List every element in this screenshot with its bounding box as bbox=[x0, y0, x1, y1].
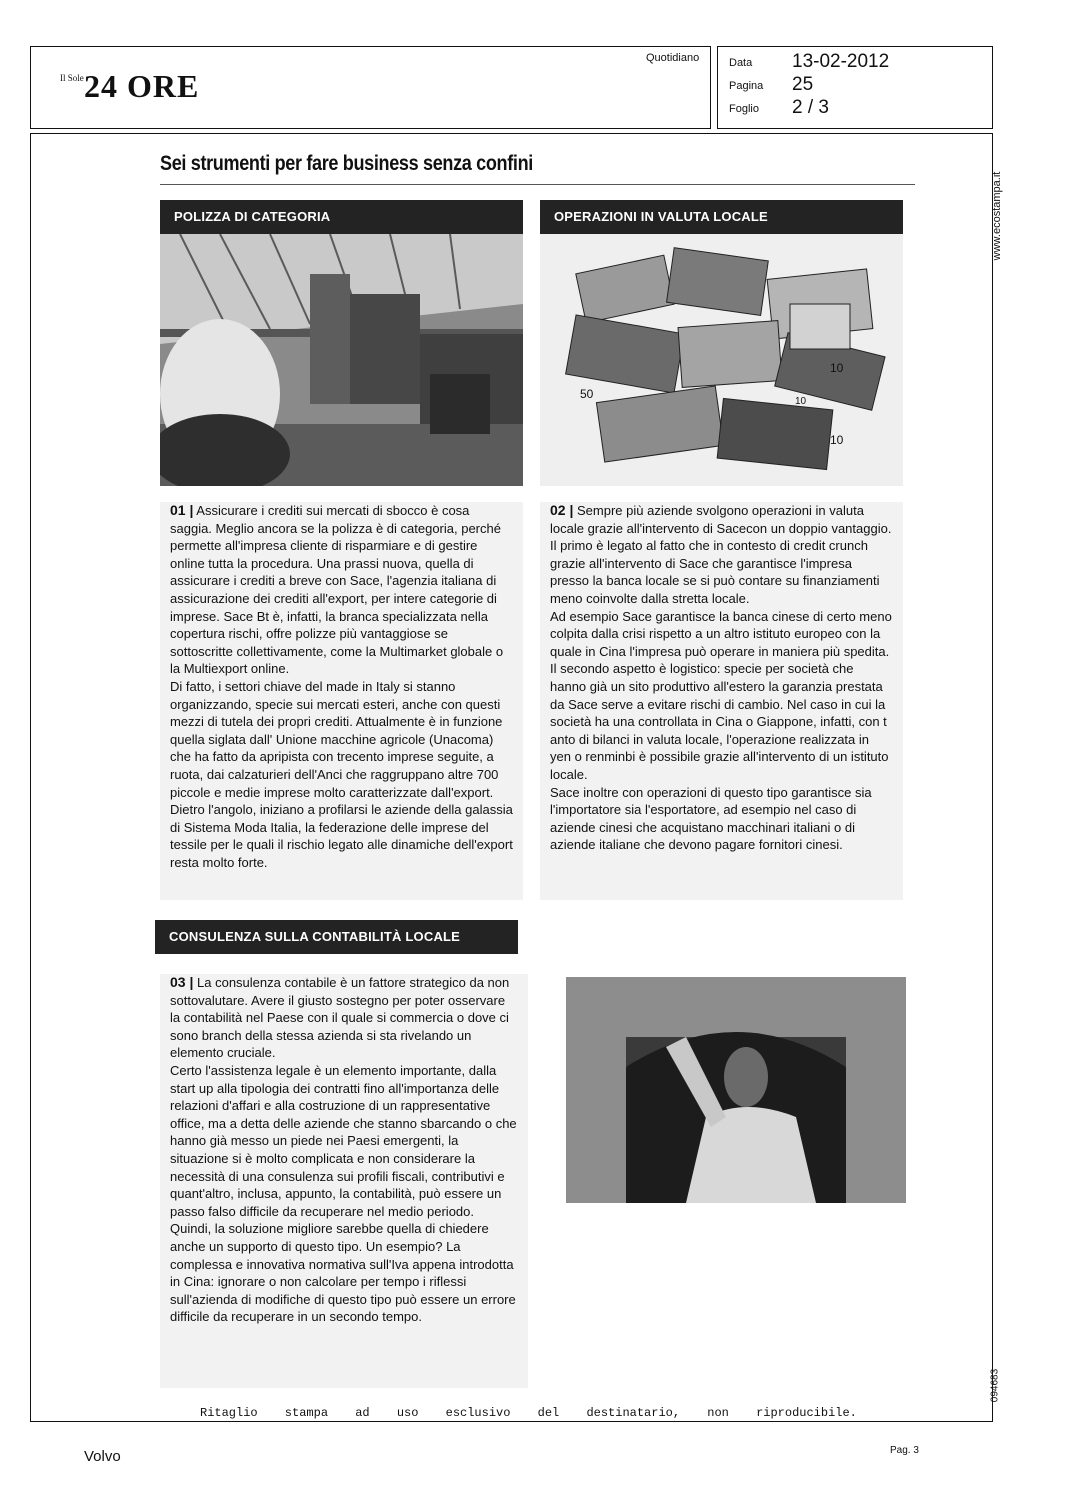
logo-small-text: Il Sole bbox=[60, 73, 84, 83]
clipping-disclaimer: Ritaglio stampa ad uso esclusivo del destinatario, non riproducibile. bbox=[200, 1406, 857, 1420]
footer-divider bbox=[30, 1421, 993, 1422]
meta-label-page: Pagina bbox=[729, 80, 764, 92]
section-text-polizza bbox=[160, 502, 523, 900]
banknote-label-10b: 10 bbox=[795, 396, 807, 407]
section-bar-polizza: POLIZZA DI CATEGORIA bbox=[160, 200, 523, 234]
factory-photo bbox=[160, 234, 523, 486]
meta-label-sheet: Foglio bbox=[729, 103, 759, 115]
section-number-03: 03 | bbox=[170, 974, 194, 990]
meta-label-date: Data bbox=[729, 57, 753, 69]
meta-value-sheet: 2 / 3 bbox=[792, 97, 829, 118]
banknote-label-10c: 10 bbox=[830, 433, 844, 447]
businessman-illustration bbox=[566, 977, 906, 1203]
section-text-valuta bbox=[540, 502, 903, 900]
section-number-02: 02 | bbox=[550, 502, 574, 518]
section-body-02: Sempre più aziende svolgono operazioni in valuta locale grazie all'intervento di Sacecon un doppio vantaggio. Il primo è legato al fatto che in contesto di credit crunch grazie all'intervento di Sace che garantisce l'impresa presso la banca locale se si può contare su finanziamenti meno coinvolte dalla stretta locale. Ad esempio Sace garantisce la banca cinese di certo meno colpita dalla crisi rispetto a un altro istituto europeo con la quale in Cina l'impresa può operare in maniera più spedita. Il secondo aspetto è logistico: specie per società che hanno già un sito produttivo all'estero la garanzia prestata da Sace serve a evitare rischi di cambio. Nel caso in cui la società ha una controllata in Cina o Giappone, infatti, con t anto di bilanci in valuta locale, l'operazione realizzata in yen o renminbi è possibile grazie all'intervento di un istituto locale. Sace inoltre con operazioni di questo tipo garantisce sia l'importatore sia l'esportatore, ad esempio nel caso di aziende cinesi che acquistano macchinari italiani o di aziende italiane che devono pagare fornitori cinesi. bbox=[550, 503, 892, 853]
section-body-03: La consulenza contabile è un fattore strategico da non sottovalutare. Avere il giusto sostegno per poter osservare la contabilità nel Paese con il quale si commercia o dove ci sono branch della stessa azienda si sta rivelando un elemento cruciale. Certo l'assistenza legale è un elemento importante, dalla start up alla tipologia dei contratti fino all'importanza delle relazioni d'affari e alla costruzione di un rappresentative office, ma a detta delle aziende che stanno sbarcando o che hanno già messo un piede nei Paesi emergenti, la situazione si è molto complicata e non considerare la necessità di una consulenza sui profili fiscali, contributivi e quant'altro, inclusa, appunto, la contabilità, può essere un passo falso difficile da recuperare nel medio periodo. Quindi, la soluzione migliore sarebbe quella di chiedere anche un supporto di questo tipo. Un esempio? La complessa e innovativa normativa sull'Iva appena introdotta in Cina: ignorare o non calcolare per tempo i riflessi sull'azienda di modifiche di questo tipo può essere un errore difficile da recuperare in un secondo tempo. bbox=[170, 975, 517, 1325]
client-name: Volvo bbox=[84, 1448, 121, 1465]
businessman-phone-photo bbox=[566, 977, 906, 1203]
page-number: Pag. 3 bbox=[890, 1445, 919, 1456]
section-body-01: Assicurare i crediti sui mercati di sbocco è cosa saggia. Meglio ancora se la polizza è di categoria, perché permette all'impresa cliente di risparmiare e di gestire online tutta la procedura. Una prassi nuova, quella di assicurare i crediti a breve con Sace, l'agenzia italiana di assicurazione dei crediti all'export, per intere categorie di imprese. Sace Bt è, infatti, la branca specializzata nella copertura rischi, offre polizze più vantaggiose se sottoscritte collettivamente, come la Multimarket globale o la Multiexport online. Di fatto, i settori chiave del made in Italy si stanno organizzando, specie sui mercati esteri, anche con questi mezzi di tutela dei propri crediti. Attualmente è in funzione quella siglata dall' Unione macchine agricole (Unacoma) che ha fatto da apripista con trecento imprese seguite, a ruota, dai calzaturieri dell'Anci che raggruppano altre 700 piccole e medie imprese molto caratterizzate dall'export. Dietro l'angolo, iniziano a profilarsi le aziende della galassia di Sistema Moda Italia, la federazione delle imprese del tessile per le quali il rischio legato alle dinamiche dell'export resta molto forte. bbox=[170, 503, 513, 870]
clipping-code: 094683 bbox=[989, 1368, 1001, 1403]
banknotes-illustration bbox=[540, 234, 903, 486]
section-text-consulenza bbox=[160, 974, 528, 1388]
section-number-01: 01 | bbox=[170, 502, 194, 518]
article-headline: Sei strumenti per fare business senza confini bbox=[160, 152, 533, 175]
banknotes-photo bbox=[540, 234, 903, 486]
banknote-label-10a: 10 bbox=[830, 361, 844, 375]
meta-value-date: 13-02-2012 bbox=[792, 51, 890, 72]
section-bar-valuta: OPERAZIONI IN VALUTA LOCALE bbox=[540, 200, 903, 234]
banknote-label-50: 50 bbox=[580, 387, 594, 401]
factory-illustration bbox=[160, 234, 523, 486]
section-bar-consulenza: CONSULENZA SULLA CONTABILITÀ LOCALE bbox=[155, 920, 518, 954]
publication-type: Quotidiano bbox=[646, 52, 700, 64]
meta-value-page: 25 bbox=[792, 74, 814, 95]
headline-rule bbox=[160, 184, 915, 185]
newspaper-logo: 24 ORE bbox=[84, 68, 200, 104]
source-url: www.ecostampa.it bbox=[991, 171, 1003, 261]
